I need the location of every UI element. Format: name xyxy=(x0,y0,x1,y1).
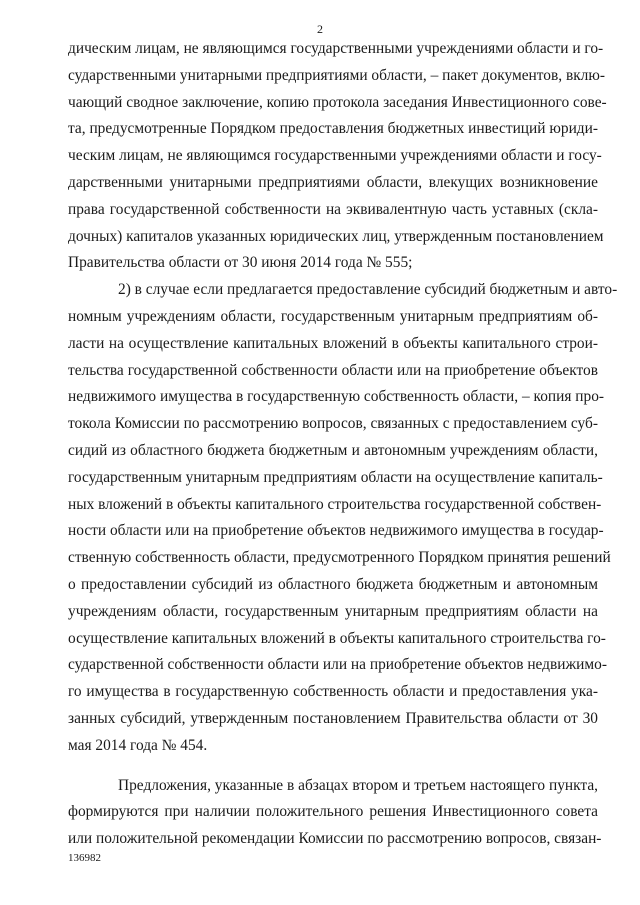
text-line: мая 2014 года № 454. xyxy=(68,736,208,754)
paragraph-2 xyxy=(68,277,618,759)
text-line: Предложения, указанные в абзацах втором и третьем настоящего пункта, xyxy=(118,776,598,794)
text-line: или положительной рекомендации Комиссии по рассмотрению вопросов, связан- xyxy=(68,830,602,848)
text-line: сударственной собственности области или на приобретение объектов недвижимо- xyxy=(68,656,607,674)
text-line: дическим лицам, не являющимся государственными учреждениями области и го- xyxy=(68,40,604,57)
text-line: недвижимого имущества в государственную собственность области, – копия про- xyxy=(68,388,605,406)
text-line: дочных) капиталов указанных юридических лиц, утвержденным постановлением xyxy=(68,227,604,245)
text-line: дарственными унитарными предприятиями области, влекущих возникновение xyxy=(68,173,598,191)
paragraph-gap xyxy=(68,760,598,773)
text-line: государственным унитарным предприятиям области на осуществление капиталь- xyxy=(68,468,603,486)
text-line: та, предусмотренные Порядком предоставления бюджетных инвестиций юриди- xyxy=(68,120,598,138)
text-line: номным учреждениям области, государственным унитарным предприятиям об- xyxy=(68,307,598,325)
text-line: ности области или на приобретение объектов недвижимого имущества в государ- xyxy=(68,522,604,540)
text-line: ных вложений в объекты капитального строительства государственной собствен- xyxy=(68,495,602,513)
text-line: занных субсидий, утвержденным постановлением Правительства области от 30 xyxy=(68,709,598,727)
text-line: го имущества в государственную собственность области и предоставления ука- xyxy=(68,683,598,701)
text-line: чающий сводное заключение, копию протокола заседания Инвестиционного сове- xyxy=(68,93,607,111)
text-line: сидий из областного бюджета бюджетным и автономным учреждениям области, xyxy=(68,441,598,459)
text-line: права государственной собственности на эквивалентную часть уставных (скла- xyxy=(68,200,598,218)
paragraph-1 xyxy=(68,36,607,277)
text-line: формируются при наличии положительного решения Инвестиционного совета xyxy=(68,803,598,821)
document-code: 136982 xyxy=(68,852,101,864)
text-line: 2) в случае если предлагается предоставление субсидий бюджетным и авто- xyxy=(118,281,618,299)
text-line: токола Комиссии по рассмотрению вопросов, связанных с предоставлением суб- xyxy=(68,415,598,433)
text-line: учреждениям области, государственным унитарным предприятиям области на xyxy=(68,602,598,620)
text-line: ческим лицам, не являющимся государственными учреждениями области и госу- xyxy=(68,147,602,165)
text-line: ственную собственность области, предусмотренного Порядком принятия решений xyxy=(68,549,611,567)
paragraph-3 xyxy=(68,773,602,853)
text-line: осуществление капитальных вложений в объекты капитального строительства го- xyxy=(68,629,606,647)
page-number: 2 xyxy=(317,22,323,36)
text-line: сударственными унитарными предприятиями области, – пакет документов, вклю- xyxy=(68,66,605,84)
text-line: ласти на осуществление капитальных вложений в объекты капитального строи- xyxy=(68,334,598,352)
text-line: тельства государственной собственности области или на приобретение объектов xyxy=(68,361,598,379)
body-text xyxy=(68,36,618,853)
text-line: о предоставлении субсидий из областного бюджета бюджетным и автономным xyxy=(68,575,598,593)
text-line: Правительства области от 30 июня 2014 года № 555; xyxy=(68,254,413,272)
